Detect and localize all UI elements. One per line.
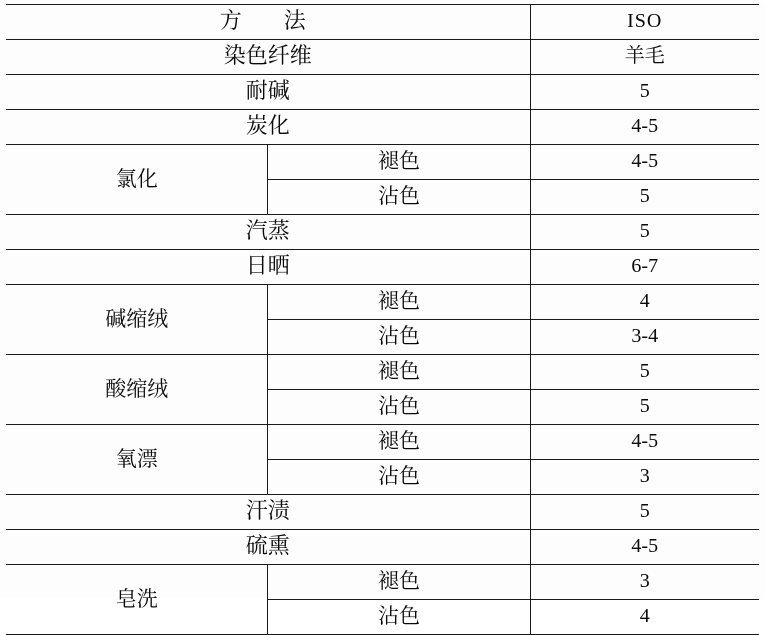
document-page — [0, 4, 765, 629]
row-value: 4 — [530, 600, 759, 635]
row-sub-label: 褪色 — [268, 145, 530, 180]
table-row — [6, 40, 759, 75]
table-body — [6, 5, 759, 635]
row-sub-label: 沾色 — [268, 460, 530, 495]
row-value: 5 — [530, 495, 759, 530]
row-value: 5 — [530, 215, 759, 250]
table-row — [6, 425, 759, 460]
row-label: 炭化 — [6, 110, 530, 145]
table-row — [6, 145, 759, 180]
row-sub-label: 沾色 — [268, 600, 530, 635]
table-row — [6, 110, 759, 145]
header-iso: ISO — [530, 5, 759, 40]
row-group-label: 碱缩绒 — [6, 285, 268, 355]
table-header-row — [6, 5, 759, 40]
row-sub-label: 沾色 — [268, 390, 530, 425]
row-value: 5 — [530, 180, 759, 215]
row-sub-label: 褪色 — [268, 565, 530, 600]
row-value: 4 — [530, 285, 759, 320]
table-row — [6, 530, 759, 565]
row-value: 羊毛 — [530, 40, 759, 75]
row-group-label: 酸缩绒 — [6, 355, 268, 425]
row-sub-label: 褪色 — [268, 425, 530, 460]
table-row — [6, 285, 759, 320]
row-group-label: 皂洗 — [6, 565, 268, 635]
row-value: 6-7 — [530, 250, 759, 285]
row-sub-label: 褪色 — [268, 285, 530, 320]
table-row — [6, 215, 759, 250]
row-value: 3 — [530, 460, 759, 495]
table-row — [6, 565, 759, 600]
row-value: 5 — [530, 390, 759, 425]
row-value: 4-5 — [530, 425, 759, 460]
row-label: 硫熏 — [6, 530, 530, 565]
row-label: 汗渍 — [6, 495, 530, 530]
row-sub-label: 褪色 — [268, 355, 530, 390]
row-value: 5 — [530, 75, 759, 110]
table-row — [6, 250, 759, 285]
row-label: 日晒 — [6, 250, 530, 285]
table-row — [6, 75, 759, 110]
row-value: 3 — [530, 565, 759, 600]
row-value: 3-4 — [530, 320, 759, 355]
row-label: 汽蒸 — [6, 215, 530, 250]
row-value: 4-5 — [530, 530, 759, 565]
row-value: 4-5 — [530, 110, 759, 145]
row-sub-label: 沾色 — [268, 180, 530, 215]
table-row — [6, 495, 759, 530]
row-sub-label: 沾色 — [268, 320, 530, 355]
row-value: 4-5 — [530, 145, 759, 180]
row-group-label: 氧漂 — [6, 425, 268, 495]
header-method: 方 法 — [6, 5, 530, 40]
row-label: 耐碱 — [6, 75, 530, 110]
row-group-label: 氯化 — [6, 145, 268, 215]
row-value: 5 — [530, 355, 759, 390]
table-row — [6, 355, 759, 390]
row-label: 染色纤维 — [6, 40, 530, 75]
fastness-table — [6, 4, 759, 635]
